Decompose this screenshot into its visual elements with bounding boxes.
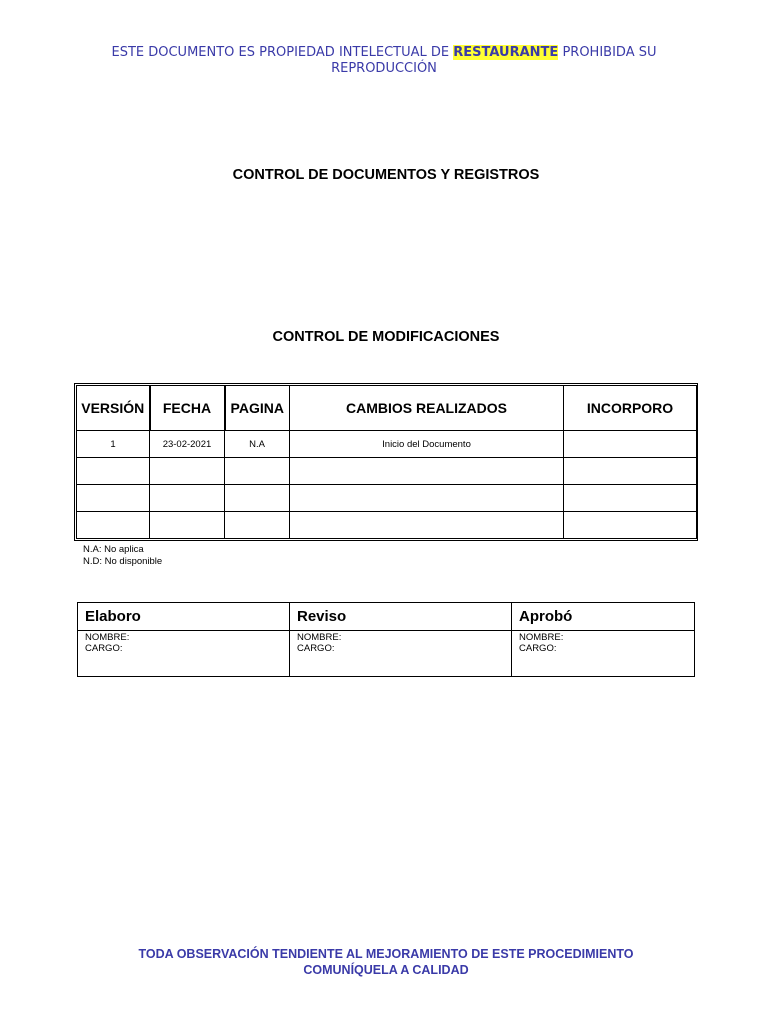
cell-changes xyxy=(290,485,564,512)
role-label: CARGO: xyxy=(519,643,557,654)
modifications-header-row xyxy=(77,386,697,431)
cell-changes xyxy=(290,512,564,539)
cell-version xyxy=(77,512,150,539)
footer-notice xyxy=(0,946,768,978)
abbreviation-notes xyxy=(83,544,162,568)
table-row xyxy=(77,485,697,512)
note-not-applicable: N.A: No aplica xyxy=(83,544,144,555)
cell-incorporated xyxy=(564,458,697,485)
cell-date xyxy=(150,485,225,512)
table-row xyxy=(77,512,697,539)
cell-incorporated xyxy=(564,431,697,458)
cell-incorporated xyxy=(564,485,697,512)
header-prepared-by: Elaboro xyxy=(78,603,290,631)
footer-line-2: COMUNÍQUELA A CALIDAD xyxy=(303,963,469,977)
header-page: PAGINA xyxy=(225,386,290,431)
notice-suffix: PROHIBIDA SU xyxy=(558,45,657,60)
cell-version xyxy=(77,485,150,512)
cell-page xyxy=(225,458,290,485)
notice-line-2: REPRODUCCIÓN xyxy=(331,61,437,76)
cell-version: 1 xyxy=(77,431,150,458)
table-row xyxy=(77,431,697,458)
document-title: CONTROL DE DOCUMENTOS Y REGISTROS xyxy=(232,167,540,183)
reviewed-by-fields xyxy=(290,631,512,677)
header-changes: CAMBIOS REALIZADOS xyxy=(290,386,564,431)
table-row xyxy=(77,458,697,485)
intellectual-property-notice xyxy=(0,45,768,77)
notice-line-1 xyxy=(0,45,768,61)
role-label: CARGO: xyxy=(297,643,335,654)
prepared-by-fields xyxy=(78,631,290,677)
approved-by-fields xyxy=(512,631,695,677)
header-date: FECHA xyxy=(150,386,225,431)
cell-page xyxy=(225,485,290,512)
cell-changes: Inicio del Documento xyxy=(290,431,564,458)
cell-changes xyxy=(290,458,564,485)
cell-page xyxy=(225,512,290,539)
signatures-header-row xyxy=(78,603,695,631)
header-approved-by: Aprobó xyxy=(512,603,695,631)
cell-date: 23-02-2021 xyxy=(150,431,225,458)
name-label: NOMBRE: xyxy=(519,632,564,643)
note-not-available: N.D: No disponible xyxy=(83,556,163,567)
name-label: NOMBRE: xyxy=(297,632,342,643)
cell-date xyxy=(150,458,225,485)
modifications-table-frame xyxy=(74,383,698,541)
header-version: VERSIÓN xyxy=(77,386,150,431)
name-label: NOMBRE: xyxy=(85,632,130,643)
signatures-table xyxy=(77,602,695,677)
cell-incorporated xyxy=(564,512,697,539)
cell-version xyxy=(77,458,150,485)
role-label: CARGO: xyxy=(85,643,123,654)
modifications-title: CONTROL DE MODIFICACIONES xyxy=(272,329,500,345)
notice-prefix: ESTE DOCUMENTO ES PROPIEDAD INTELECTUAL DE xyxy=(111,45,454,60)
signatures-fields-row xyxy=(78,631,695,677)
restaurant-highlight: RESTAURANTE xyxy=(453,45,559,60)
cell-page: N.A xyxy=(225,431,290,458)
header-incorporated: INCORPORO xyxy=(564,386,697,431)
cell-date xyxy=(150,512,225,539)
modifications-table xyxy=(76,385,697,539)
footer-line-1: TODA OBSERVACIÓN TENDIENTE AL MEJORAMIENTO DE ESTE PROCEDIMIENTO xyxy=(138,947,634,961)
header-reviewed-by: Reviso xyxy=(290,603,512,631)
